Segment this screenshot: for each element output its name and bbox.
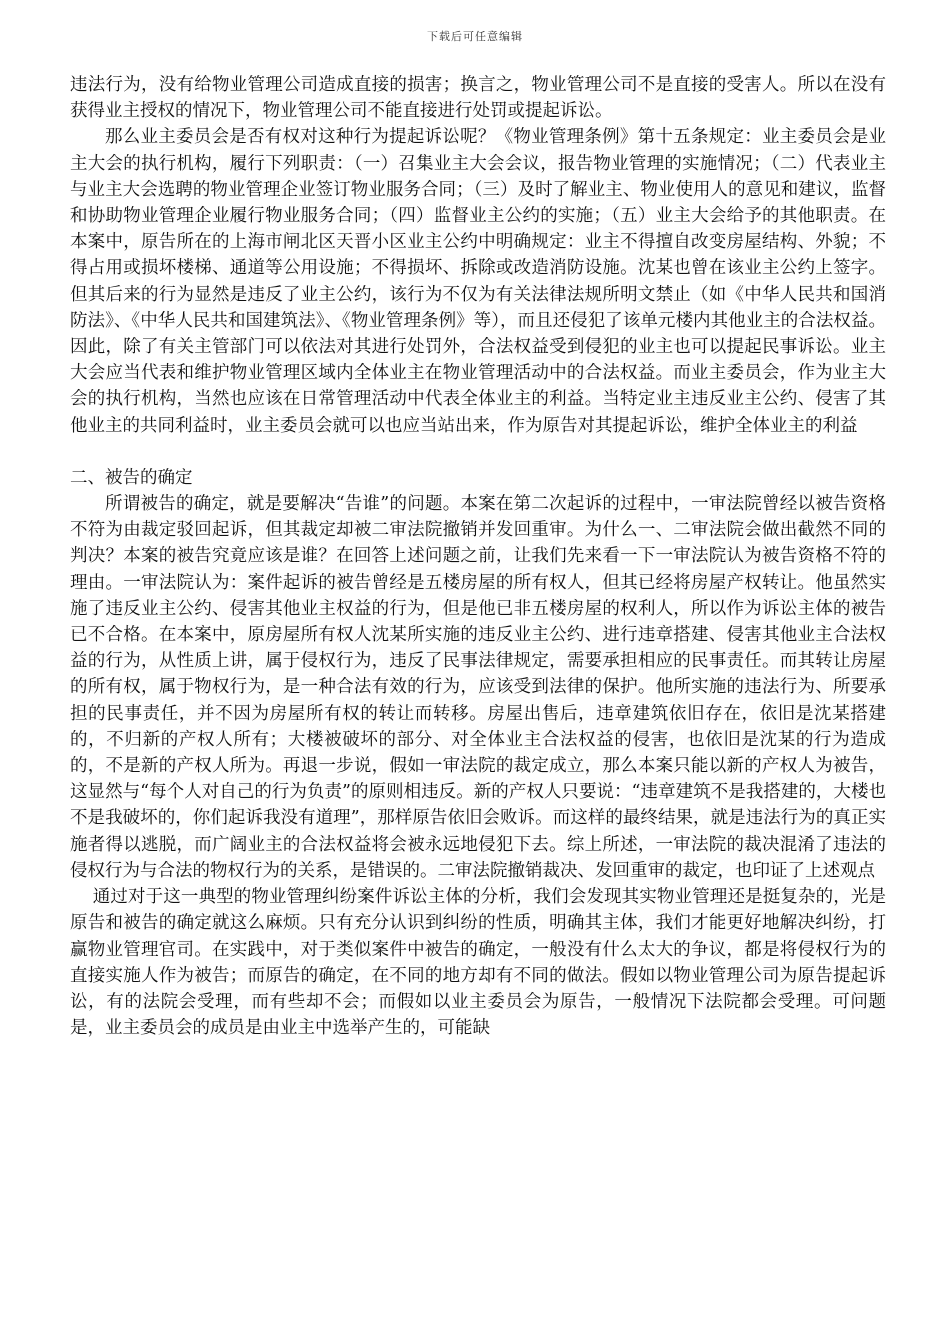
- paragraph-owners-committee: 那么业主委员会是否有权对这种行为提起诉讼呢？《物业管理条例》第十五条规定：业主委员会是业主大会的执行机构，履行下列职责：（一）召集业主大会会议，报告物业管理的实施情况；（二）代表业主与业主大会选聘的物业管理企业签订物业服务合同；（三）及时了解业主、物业使用人的意见和建议，监督和协助物业管理企业履行物业服务合同；（四）监督业主公约的实施；（五）业主大会给予的其他职责。在本案中，原告所在的上海市闸北区天晋小区业主公约中明确规定：业主不得擅自改变房屋结构、外貌；不得占用或损坏楼梯、通道等公用设施；不得损坏、拆除或改造消防设施。沈某也曾在该业主公约上签字。但其后来的行为显然是违反了业主公约，该行为不仅为有关法律法规所明文禁止（如《中华人民共和国消防法》、《中华人民共和国建筑法》、《物业管理条例》等），而且还侵犯了该单元楼内其他业主的合法权益。因此，除了有关主管部门可以依法对其进行处罚外，合法权益受到侵犯的业主也可以提起民事诉讼。业主大会应当代表和维护物业管理区域内全体业主在物业管理活动中的合法权益。而业主委员会，作为业主大会的执行机构，当然也应该在日常管理活动中代表全体业主的利益。当特定业主违反业主公约、侵害了其他业主的共同利益时，业主委员会就可以也应当站出来，作为原告对其提起诉讼，维护全体业主的利益: [70, 127, 886, 436]
- paragraph-conclusion: 通过对于这一典型的物业管理纠纷案件诉讼主体的分析，我们会发现其实物业管理还是挺复杂的，光是原告和被告的确定就这么麻烦。只有充分认识到纠纷的性质，明确其主体，我们才能更好地解决纠纷，打赢物业管理官司。在实践中，对于类似案件中被告的确定，一般没有什么太大的争议，都是将侵权行为的直接实施人作为被告；而原告的确定，在不同的地方却有不同的做法。假如以物业管理公司为原告提起诉讼，有的法院会受理，而有些却不会；而假如以业主委员会为原告，一般情况下法院都会受理。可问题是，业主委员会的成员是由业主中选举产生的，可能缺: [70, 887, 886, 1039]
- document-body: [70, 72, 886, 1041]
- section-spacer: [70, 439, 886, 465]
- paragraph-continuation: 违法行为，没有给物业管理公司造成直接的损害；换言之，物业管理公司不是直接的受害人。所以在没有获得业主授权的情况下，物业管理公司不能直接进行处罚或提起诉讼。: [70, 75, 886, 122]
- paragraph-defendant: 所谓被告的确定，就是要解决“告谁”的问题。本案在第二次起诉的过程中，一审法院曾经以被告资格不符为由裁定驳回起诉，但其裁定却被二审法院撤销并发回重审。为什么一、二审法院会做出截然不同的判决？本案的被告究竟应该是谁？在回答上述问题之前，让我们先来看一下一审法院认为被告资格不符的理由。一审法院认为：案件起诉的被告曾经是五楼房屋的所有权人，但其已经将房屋产权转让。他虽然实施了违反业主公约、侵害其他业主权益的行为，但是他已非五楼房屋的权利人，所以作为诉讼主体的被告已不合格。在本案中，原房屋所有权人沈某所实施的违反业主公约、进行违章搭建、侵害其他业主合法权益的行为，从性质上讲，属于侵权行为，违反了民事法律规定，需要承担相应的民事责任。而其转让房屋的所有权，属于物权行为，是一种合法有效的行为，应该受到法律的保护。他所实施的违法行为、所要承担的民事责任，并不因为房屋所有权的转让而转移。房屋出售后，违章建筑依旧存在，依旧是沈某搭建的，不归新的产权人所有；大楼被破坏的部分、对全体业主合法权益的侵害，也依旧是沈某的行为造成的，不是新的产权人所为。再退一步说，假如一审法院的裁定成立，那么本案只能以新的产权人为被告，这显然与“每个人对自己的行为负责”的原则相违反。新的产权人只要说：“违章建筑不是我搭建的，大楼也不是我破坏的，你们起诉我没有道理”，那样原告依旧会败诉。而这样的最终结果，就是违法行为的真正实施者得以逃脱，而广阔业主的合法权益将会被永远地侵犯下去。综上所述，一审法院的裁决混淆了违法的侵权行为与合法的物权行为的关系，是错误的。二审法院撤销裁决、发回重审的裁定，也印证了上述观点: [70, 494, 886, 881]
- page-header: 下载后可任意编辑: [427, 30, 523, 43]
- section-heading: 二、被告的确定: [70, 467, 193, 488]
